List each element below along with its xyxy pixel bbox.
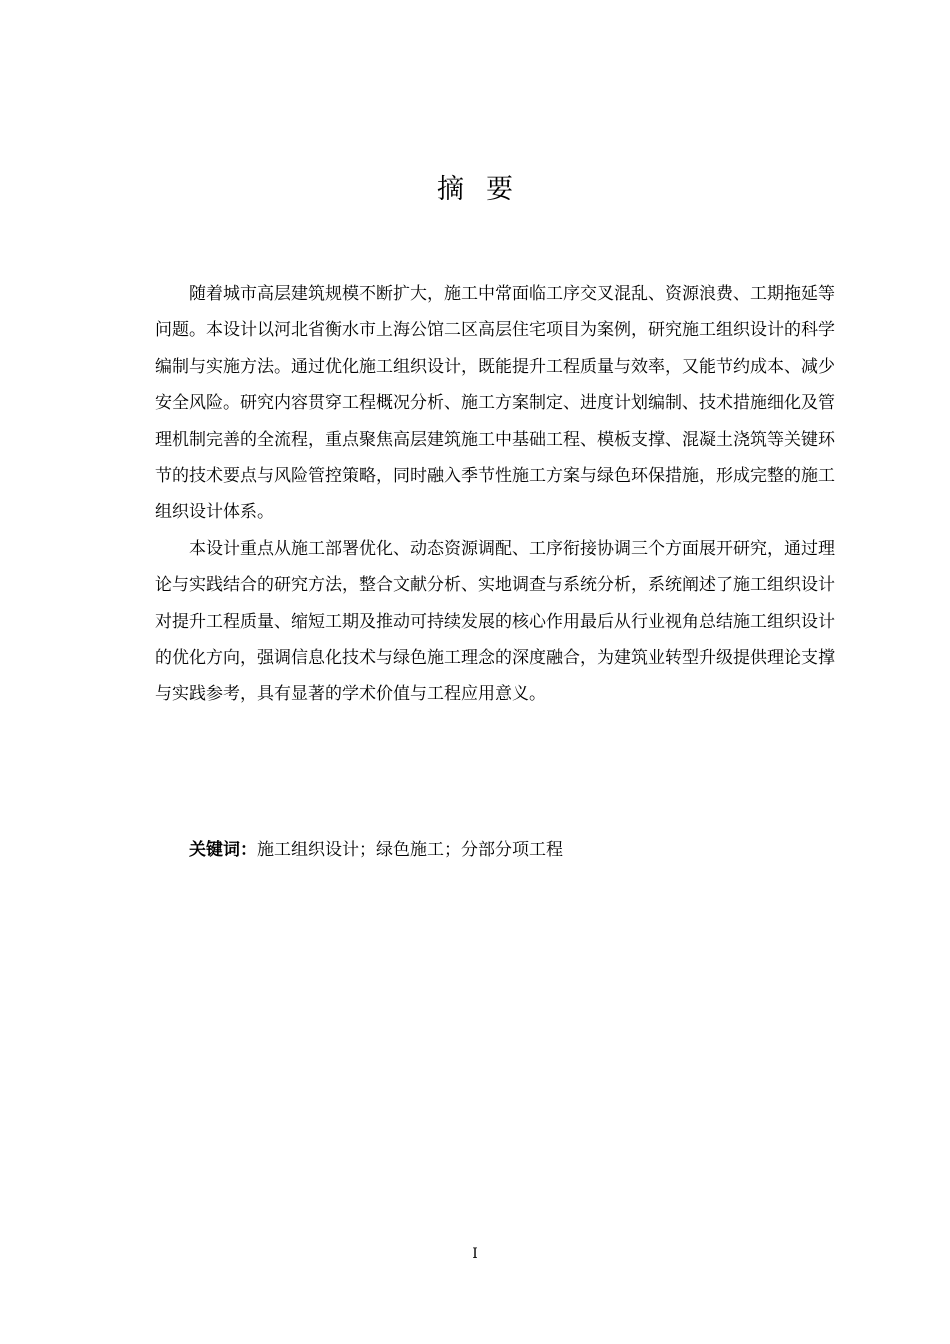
abstract-paragraph: 随着城市高层建筑规模不断扩大，施工中常面临工序交叉混乱、资源浪费、工期拖延等问题。本设计以河北省衡水市上海公馆二区高层住宅项目为案例，研究施工组织设计的科学编制与实施方法。通过优化施工组织设计，既能提升工程质量与效率，又能节约成本、减少安全风险。研究内容贯穿工程概况分析、施工方案制定、进度计划编制、技术措施细化及管理机制完善的全流程，重点聚焦高层建筑施工中基础工程、模板支撑、混凝土浇筑等关键环节的技术要点与风险管控策略，同时融入季节性施工方案与绿色环保措施，形成完整的施工组织设计体系。 [155, 284, 835, 523]
page-title: 摘要 [437, 174, 535, 205]
abstract-paragraph: 本设计重点从施工部署优化、动态资源调配、工序衔接协调三个方面展开研究，通过理论与实践结合的研究方法，整合文献分析、实地调查与系统分析，系统阐述了施工组织设计对提升工程质量、缩短工期及推动可持续发展的核心作用最后从行业视角总结施工组织设计的优化方向，强调信息化技术与绿色施工理念的深度融合，为建筑业转型升级提供理论支撑与实践参考，具有显著的学术价值与工程应用意义。 [155, 538, 835, 705]
abstract-body [155, 276, 835, 713]
keywords-line [189, 832, 835, 868]
keywords-text: 施工组织设计；绿色施工；分部分项工程 [257, 840, 563, 860]
page-number: I [472, 1246, 478, 1262]
keywords-label: 关键词： [189, 840, 257, 860]
